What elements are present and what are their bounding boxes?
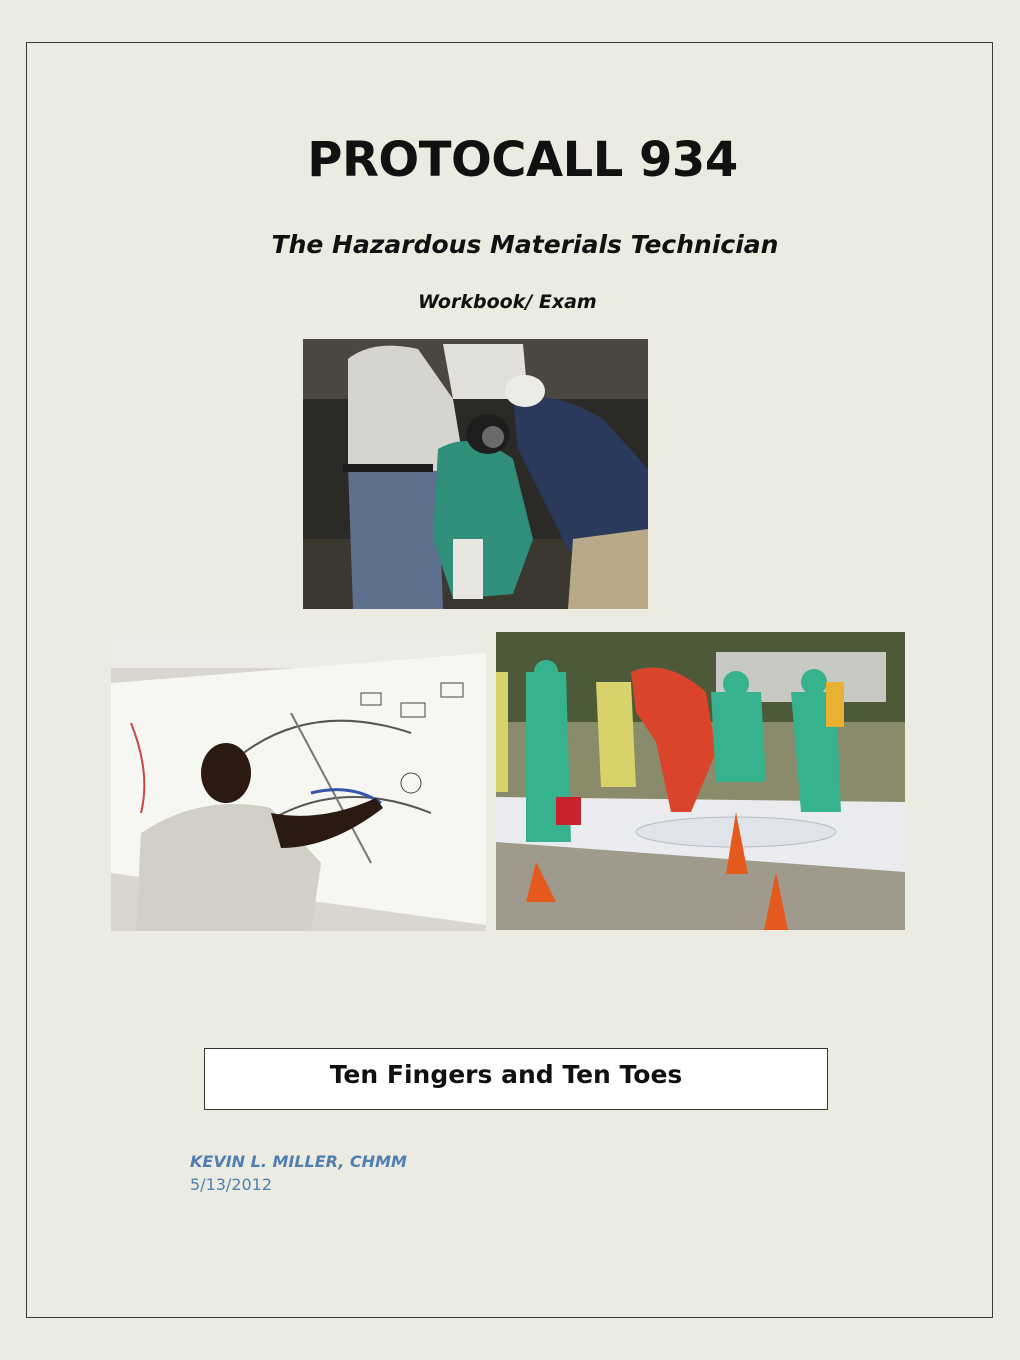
motto-box — [204, 1048, 828, 1110]
photo-whiteboard-briefing — [111, 633, 486, 931]
photo-decon-drill — [496, 632, 905, 930]
author-name: KEVIN L. MILLER, CHMM — [190, 1152, 407, 1171]
book-type-label: Workbook/ Exam — [418, 291, 597, 313]
motto-text: Ten Fingers and Ten Toes — [329, 1059, 683, 1089]
book-subtitle: The Hazardous Materials Technician — [271, 230, 779, 259]
photo-respirator-fitting — [303, 339, 648, 609]
book-title: PROTOCALL 934 — [307, 132, 738, 188]
publication-date: 5/13/2012 — [190, 1175, 273, 1194]
